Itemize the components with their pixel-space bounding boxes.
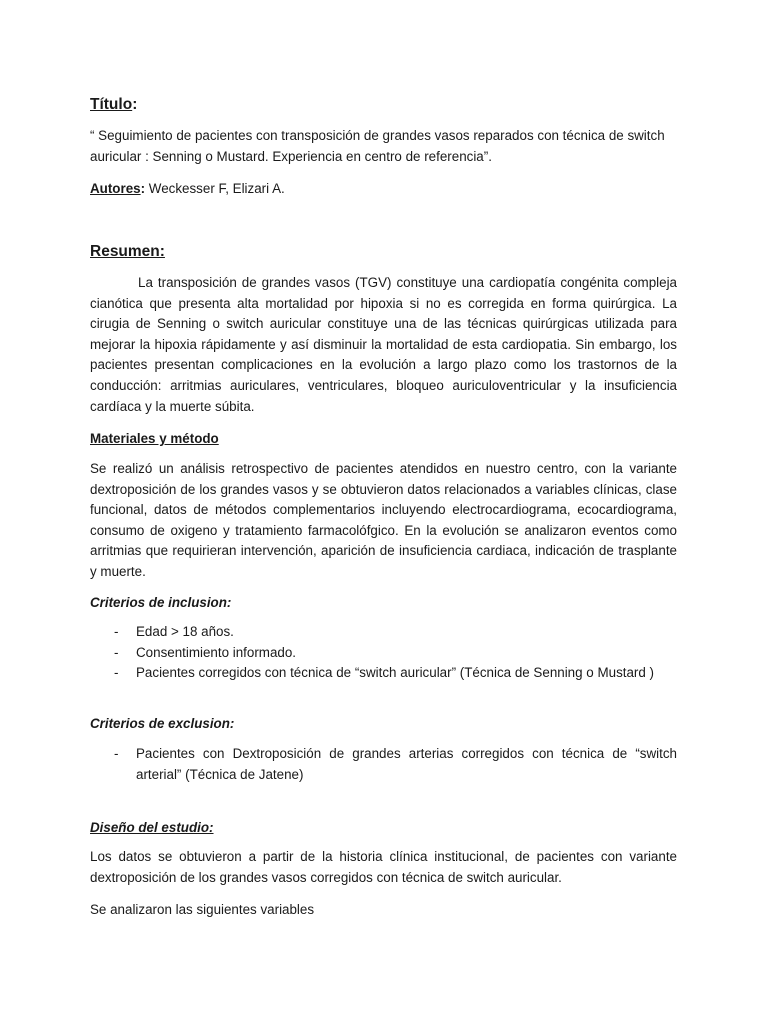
titulo-heading bbox=[90, 95, 137, 116]
list-dash: - bbox=[114, 624, 119, 639]
titulo-label: Título bbox=[90, 96, 133, 113]
list-dash: - bbox=[114, 644, 119, 660]
list-item bbox=[90, 643, 677, 664]
resumen-heading: Resumen: bbox=[90, 243, 165, 260]
diseno-heading: Diseño del estudio: bbox=[90, 820, 214, 835]
list-item-text: Consentimiento informado. bbox=[136, 644, 297, 660]
authors-line bbox=[90, 179, 285, 200]
exclusion-list bbox=[90, 744, 677, 785]
inclusion-list bbox=[90, 622, 677, 684]
list-item bbox=[90, 622, 677, 643]
list-item bbox=[90, 663, 677, 684]
list-dash: - bbox=[114, 746, 119, 761]
autores-colon: : bbox=[140, 181, 146, 196]
exclusion-heading: Criterios de exclusion: bbox=[90, 716, 235, 731]
resumen-paragraph: La transposición de grandes vasos (TGV) constituye una cardiopatía congénita compleja cianótica que presenta alta mortalidad por hipoxia si no es corregida en forma quirúrgica. La cirugia de Senning o switch auricular constituye una de las técnicas quirúrgicas utilizada para mejorar la hipoxia rápidamente y así disminuir la mortalidad de esta cardiopatia. Sin embargo, los pacientes presentan complicaciones en la evolución a largo plazo como los trastornos de la conducción: arritmias auriculares, ventriculares, bloqueo auriculoventricular y la insuficiencia cardíaca y la muerte súbita. bbox=[90, 275, 677, 414]
list-dash: - bbox=[114, 665, 119, 681]
diseno-paragraph: Los datos se obtuvieron a partir de la historia clínica institucional, de pacientes con variante dextroposición de los grandes vasos corregidos con técnica de switch auricular. bbox=[90, 849, 677, 885]
inclusion-heading: Criterios de inclusion: bbox=[90, 595, 232, 610]
titulo-colon: : bbox=[132, 96, 138, 113]
list-item bbox=[90, 744, 677, 785]
autores-value: Weckesser F, Elizari A. bbox=[145, 181, 285, 196]
materiales-paragraph: Se realizó un análisis retrospectivo de pacientes atendidos en nuestro centro, con la variante dextroposición de los grandes vasos y se obtuvieron datos relacionados a variables clínicas, clase funcional, datos de métodos complementarios incluyendo electrocardiograma, ecocardiograma, consumo de oxigeno y tratamiento farmacolófgico. En la evolución se analizaron eventos como arritmias que requirieran intervención, aparición de insuficiencia cardiaca, indicación de trasplante y muerte. bbox=[90, 461, 677, 579]
autores-label: Autores bbox=[90, 181, 141, 196]
variables-line: Se analizaron las siguientes variables bbox=[90, 902, 315, 917]
materiales-heading: Materiales y método bbox=[90, 431, 219, 446]
list-item-text: Edad > 18 años. bbox=[136, 624, 234, 639]
document-title: “ Seguimiento de pacientes con transposición de grandes vasos reparados con técnica de switch auricular : Senning o Mustard. Experiencia en centro de referencia”. bbox=[90, 128, 665, 164]
list-item-text: Pacientes corregidos con técnica de “switch auricular” (Técnica de Senning o Mustard ) bbox=[136, 665, 655, 681]
list-item-text: Pacientes con Dextroposición de grandes arterias corregidos con técnica de “switch arterial” (Técnica de Jatene) bbox=[136, 746, 677, 782]
